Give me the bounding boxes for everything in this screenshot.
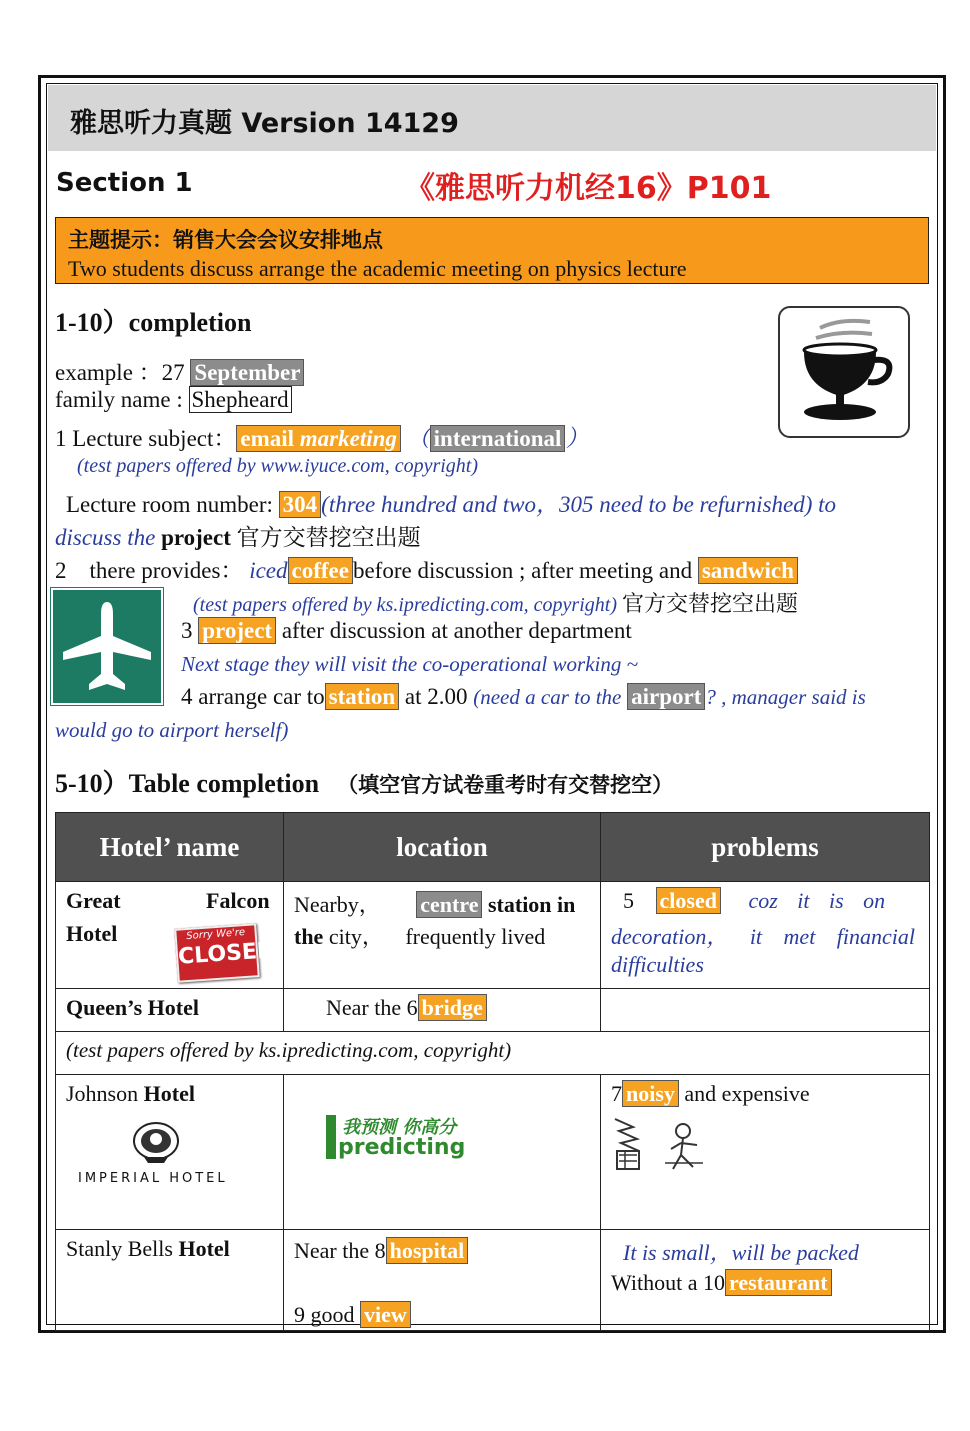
q2-row <box>55 552 798 585</box>
loc-1-line-1 <box>294 888 575 919</box>
page-title: 雅思听力真题 Version 14129 <box>70 108 459 139</box>
example-row <box>55 354 304 387</box>
imperial-logo-text: IMPERIAL HOTEL <box>78 1171 228 1186</box>
cell-problems-2 <box>601 989 930 1032</box>
family-answer: Shepheard <box>189 386 292 413</box>
hotel-1-name-b: Falcon <box>206 888 270 913</box>
table-row <box>56 882 930 989</box>
next-stage-note: Next stage they will visit the co-operational working ~ <box>181 652 638 676</box>
q1-label: 1 Lecture subject： <box>55 426 237 451</box>
q4-label: 4 arrange car to <box>181 684 325 709</box>
room-note-b: discuss the <box>55 525 156 550</box>
table-header-row <box>56 813 930 882</box>
part2-heading-cn: （填空官方试卷重考时有交替挖空） <box>337 773 674 797</box>
ipredicting-logo-en: predicting <box>338 1135 466 1160</box>
cell-hotel-3 <box>56 1075 284 1230</box>
cell-location-2 <box>284 989 601 1032</box>
q2-label: 2 there provides： <box>55 558 244 583</box>
q1-answer-a: email <box>240 426 300 451</box>
noise-icon <box>611 1113 711 1173</box>
q3-row <box>181 618 632 644</box>
loc-1-line-2 <box>294 920 545 951</box>
hotel-2-name: Queen’s Hotel <box>66 995 199 1020</box>
loc-4-b: 9 good <box>294 1302 355 1327</box>
table-row <box>56 989 930 1032</box>
page-header <box>48 85 936 151</box>
cell-hotel-2 <box>56 989 284 1032</box>
cell-location-3 <box>284 1075 601 1230</box>
q1-paren-open: （ <box>406 426 430 451</box>
q1-row <box>55 420 588 453</box>
q3-number: 3 <box>181 618 193 643</box>
prob-1-line-1 <box>623 888 885 914</box>
loc-2-a: Near the 6 <box>326 995 418 1020</box>
hotel-3-name-a: Johnson <box>66 1081 139 1106</box>
q3-text: after discussion at another department <box>281 618 632 643</box>
closed-sign-main: CLOSED <box>177 937 277 970</box>
room-row <box>66 486 836 519</box>
q2-iced: iced <box>249 558 288 583</box>
q4-answer: station <box>325 683 399 710</box>
room-row-2 <box>55 519 421 552</box>
table-copyright-row <box>56 1032 930 1075</box>
loc-1-answer: centre <box>416 891 482 918</box>
prob-4-line-2 <box>611 1270 832 1296</box>
ipredicting-logo <box>326 1115 476 1165</box>
cell-problems-3 <box>601 1075 930 1230</box>
room-note-project: project <box>161 525 231 550</box>
loc-4-answer-2: view <box>360 1301 411 1328</box>
hotel-3-name <box>66 1081 195 1107</box>
q4-note: (need a car to the <box>473 685 622 709</box>
prob-3-number: 7 <box>611 1081 622 1106</box>
prob-1-answer: closed <box>656 887 721 914</box>
ipredicting-logo-bar <box>326 1115 336 1159</box>
prob-1-b: decoration， it met financial <box>611 924 916 949</box>
closed-sign-top: Sorry We're <box>185 927 246 943</box>
q3-answer: project <box>198 617 276 644</box>
loc-4-line-2 <box>294 1302 411 1328</box>
loc-4-answer: hospital <box>386 1237 469 1264</box>
room-note-cn: 官方交替挖空出题 <box>236 525 421 551</box>
section-label: Section 1 <box>56 168 193 198</box>
loc-1-a: Nearby， <box>294 892 381 917</box>
loc-2-line <box>326 995 487 1021</box>
prob-1-c: difficulties <box>611 952 704 977</box>
part1-heading: 1-10）completion <box>55 308 252 337</box>
q4-alt-answer: airport <box>627 683 705 710</box>
prob-3-line <box>611 1081 810 1107</box>
prob-3-a: and expensive <box>684 1081 810 1106</box>
source-reference: 《雅思听力机经16》P101 <box>405 171 772 206</box>
cell-copyright <box>56 1032 930 1075</box>
airplane-icon <box>51 588 163 705</box>
prob-1-a: coz it is on <box>748 888 886 913</box>
table-row <box>56 1075 930 1230</box>
prob-4-b: Without a 10 <box>611 1270 725 1295</box>
table-row <box>56 1230 930 1331</box>
col-problems: problems <box>601 813 930 882</box>
q2-answer: coffee <box>288 557 353 584</box>
copyright-row-2 <box>193 587 798 618</box>
q4-row <box>181 684 866 710</box>
copyright-note-1: (test papers offered by www.iyuce.com, copyright) <box>77 455 479 477</box>
part2-heading-row <box>55 763 673 800</box>
loc-4-line-1 <box>294 1238 468 1264</box>
part2-heading: 5-10）Table completion <box>55 769 320 798</box>
topic-banner <box>55 217 929 284</box>
copyright-note-2: (test papers offered by ks.ipredicting.com, copyright) <box>193 594 617 616</box>
imperial-crest-icon <box>126 1117 186 1167</box>
copyright-note-2-cn: 官方交替挖空出题 <box>621 592 798 617</box>
cell-location-1 <box>284 882 601 989</box>
prob-1-number: 5 <box>623 888 634 913</box>
coffee-cup-icon <box>778 306 910 438</box>
closed-sign-icon <box>174 923 277 983</box>
family-row <box>55 387 292 413</box>
example-answer: September <box>190 359 304 386</box>
cell-problems-1 <box>601 882 930 989</box>
q2-answer-2: sandwich <box>698 557 798 584</box>
topic-cn: 主题提示：销售大会会议安排地点 <box>68 228 383 252</box>
cell-problems-4 <box>601 1230 930 1331</box>
room-label: Lecture room number: <box>66 492 273 517</box>
cell-location-4 <box>284 1230 601 1331</box>
col-hotel-name: Hotel’ name <box>56 813 284 882</box>
cell-hotel-4 <box>56 1230 284 1331</box>
q1-answer <box>236 425 401 452</box>
family-label: family name : <box>55 387 183 412</box>
q1-answer-b: marketing <box>299 426 397 451</box>
hotel-4-name <box>66 1236 230 1262</box>
room-answer: 304 <box>279 491 322 518</box>
table-copyright-note: (test papers offered by ks.ipredicting.com, copyright) <box>66 1038 512 1062</box>
loc-1-c: the <box>294 924 324 949</box>
hotel-4-name-b: Hotel <box>178 1236 230 1261</box>
loc-2-answer: bridge <box>418 994 487 1021</box>
example-label: example ：27 <box>55 360 185 385</box>
hotel-1-name-c: Hotel <box>66 921 118 946</box>
col-location: location <box>284 813 601 882</box>
prob-4-answer: restaurant <box>725 1269 832 1296</box>
prob-4-a: It is small，will be packed <box>623 1240 859 1265</box>
ipredicting-logo-cn: 我预测 你高分 <box>342 1117 457 1138</box>
room-note: (three hundred and two，305 need to be refurnished) to <box>321 492 837 517</box>
hotel-3-name-b: Hotel <box>143 1081 195 1106</box>
loc-4-a: Near the 8 <box>294 1238 386 1263</box>
topic-en: Two students discuss arrange the academic meeting on physics lecture <box>68 256 687 281</box>
q1-alt-answer: international <box>430 425 566 452</box>
loc-1-e: frequently lived <box>405 924 546 949</box>
hotel-table <box>55 812 930 1331</box>
hotel-4-name-a: Stanly Bells <box>66 1236 173 1261</box>
q4-note-c: would go to airport herself) <box>55 718 289 742</box>
cell-hotel-1 <box>56 882 284 989</box>
q2-middle: before discussion ; after meeting and <box>352 558 693 583</box>
loc-1-d: city， <box>328 924 384 949</box>
q4-note-b: ? , manager said is <box>705 685 866 709</box>
q4-time: at 2.00 <box>404 684 468 709</box>
loc-1-b: station in <box>487 892 576 917</box>
hotel-1-name-a: Great <box>66 888 121 913</box>
prob-3-answer: noisy <box>622 1080 679 1107</box>
q1-paren-close: ） <box>565 426 589 451</box>
